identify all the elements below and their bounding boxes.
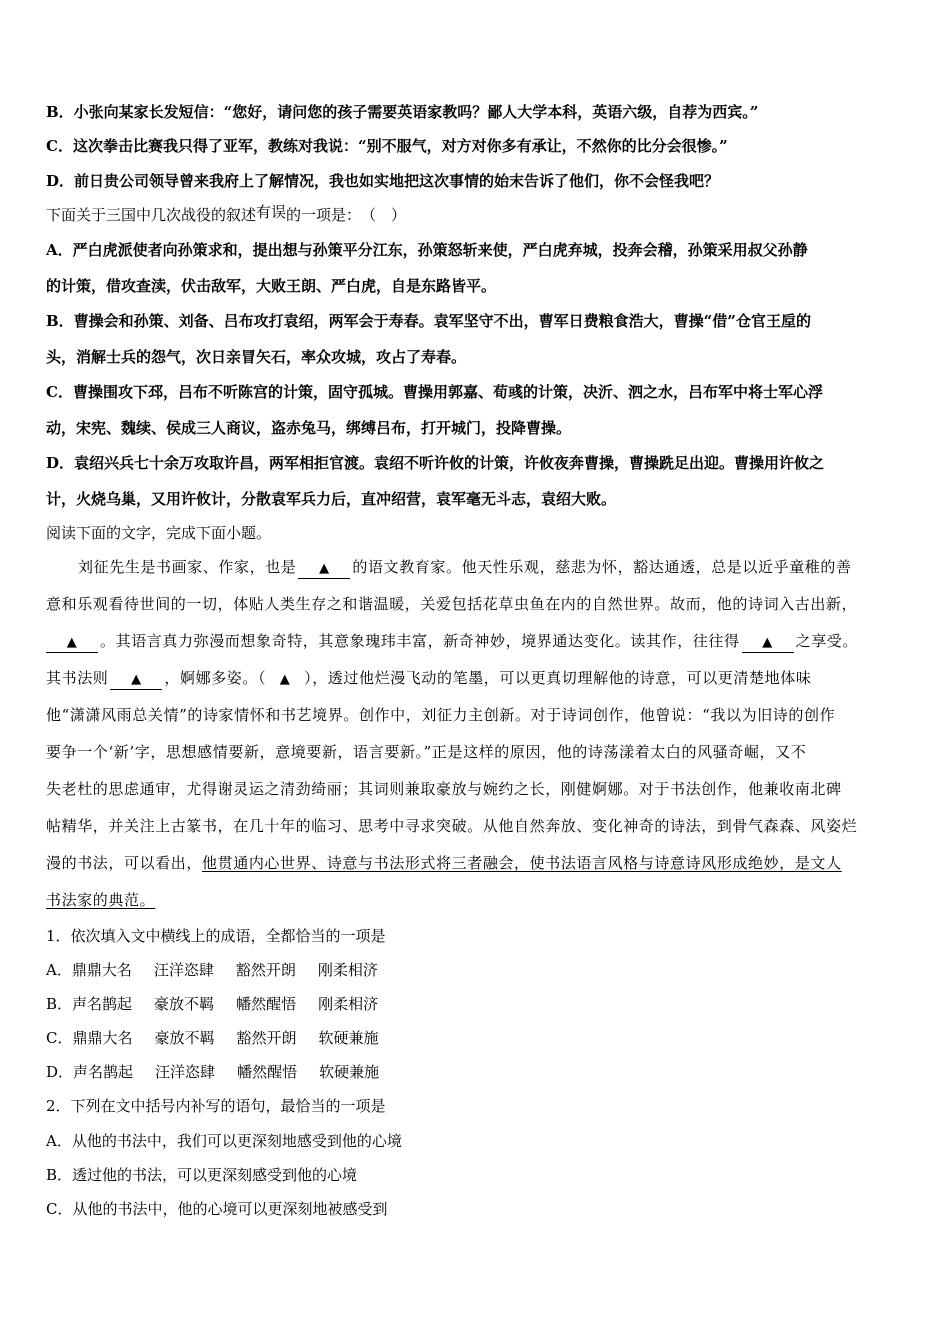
battle-option-a-line1: A．严白虎派使者向孙策求和，提出想与孙策平分江东，孙策怒斩来使，严白虎弃城，投奔会稽，孙策采用叔父孙静: [46, 241, 808, 259]
option-word: 鼎鼎大名: [72, 1029, 133, 1047]
passage-line-2: 意和乐观看待世间的一切，体贴人类生存之和谐温暖，关爱包括花草虫鱼在内的自然世界。故而，他的诗词入古出新，: [46, 595, 858, 613]
q1-option-c: [46, 1028, 401, 1048]
passage-line-1: [78, 557, 852, 579]
q2-stem: 2．下列在文中括号内补写的语句，最恰当的一项是: [46, 1097, 386, 1115]
stem-part-a: 下面关于三国中几次战役的叙述: [46, 206, 257, 224]
option-word: 软硬兼施: [319, 1063, 380, 1081]
stem-part-b: 的一项是： （ ）: [286, 206, 407, 224]
bracket-blank: [266, 668, 304, 690]
option-word: 豁然开朗: [235, 961, 296, 979]
option-label: B．: [46, 995, 73, 1013]
battle-option-b-line2: 头，消解士兵的怨气，次日亲冒矢石，率众攻城，攻占了寿春。: [46, 348, 467, 366]
blank-4: [110, 669, 162, 690]
blank-3: [742, 632, 794, 653]
passage-text: 的语文教育家。他天性乐观，慈悲为怀，豁达通透，总是以近乎童稚的善: [352, 558, 852, 576]
passage-line-8: 帖精华，并关注上古篆书，在几十年的临习、思考中寻求突破。从他自然奔放、变化神奇的诗法，到骨气森森、风姿烂: [46, 817, 858, 835]
q1-option-a: [46, 960, 400, 980]
battle-question-stem: [46, 205, 406, 225]
prev-option-d: D．前日贵公司领导曾来我府上了解情况，我也如实地把这次事情的始末告诉了他们，你不会怪我吧？: [46, 172, 720, 190]
passage-line-10: 书法家的典范。: [46, 891, 156, 909]
prev-option-c: C．这次拳击比赛我只得了亚军，教练对我说：“别不服气，对方对你多有承让，不然你的比分会很惨。”: [46, 137, 728, 155]
q2-option-c: C．从他的书法中，他的心境可以更深刻地被感受到: [46, 1200, 388, 1218]
q1-option-d: [46, 1062, 401, 1082]
option-word: 鼎鼎大名: [71, 961, 132, 979]
option-word: 刚柔相济: [318, 995, 379, 1013]
battle-option-a-line2: 的计策，借攻查渎，伏击敌军，大败王朗、严白虎，自是东路皆平。: [46, 277, 497, 295]
passage-text: ，婀娜多姿。（: [164, 669, 267, 687]
q2-option-a: A．从他的书法中，我们可以更深刻地感受到他的心境: [46, 1132, 402, 1150]
passage-line-3: [46, 631, 858, 653]
q1-stem: 1．依次填入文中横线上的成语，全都恰当的一项是: [46, 927, 386, 945]
option-word: 豪放不羁: [154, 995, 215, 1013]
passage-text: 其书法则: [46, 669, 109, 687]
option-word: 汪洋恣肆: [153, 961, 214, 979]
q1-option-b: [46, 994, 400, 1014]
option-word: 幡然醒悟: [237, 1063, 298, 1081]
blank-triangle: ▲: [762, 635, 773, 650]
passage-line-9: [46, 853, 842, 873]
passage-text: 漫的书法，可以看出，: [46, 854, 203, 872]
passage-text: 刘征先生是书画家、作家，也是: [78, 558, 297, 576]
option-label: C．: [46, 1029, 73, 1047]
passage-line-4: [46, 668, 811, 690]
stem-error-word: 有误: [256, 203, 287, 221]
passage-line-6: 要争一个‘新’字，思想感情要新，意境要新，语言要新。”正是这样的原因，他的诗荡漾着太白的风骚奇崛，又不: [46, 743, 807, 761]
battle-option-d-line1: D．袁绍兴兵七十余万攻取许昌，两军相拒官渡。袁绍不听许攸的计策，许攸夜奔曹操，曹操跣足出迎。曹操用许攸之: [46, 454, 825, 472]
q2-option-b: B．透过他的书法，可以更深刻感受到他的心境: [46, 1166, 358, 1184]
passage-text: 。其语言真力弥漫而想象奇特，其意象瑰玮丰富，新奇神妙，境界通达变化。读其作，往往得: [100, 632, 740, 650]
option-word: 豪放不羁: [154, 1029, 215, 1047]
blank-triangle: ▲: [279, 672, 291, 687]
blank-1: [298, 558, 350, 579]
option-word: 豁然开朗: [236, 1029, 297, 1047]
option-word: 软硬兼施: [318, 1029, 379, 1047]
option-word: 刚柔相济: [317, 961, 378, 979]
blank-2: [46, 632, 98, 653]
option-word: 幡然醒悟: [236, 995, 297, 1013]
option-word: 汪洋恣肆: [155, 1063, 216, 1081]
blank-triangle: ▲: [66, 635, 78, 650]
prev-option-b: B．小张向某家长发短信：“您好，请问您的孩子需要英语家教吗？鄙人大学本科，英语六级，自荐为西宾。”: [46, 103, 759, 121]
reading-intro: 阅读下面的文字，完成下面小题。: [46, 524, 272, 542]
option-label: D．: [46, 1063, 74, 1081]
passage-line-5: 他“潇潇风雨总关情”的诗家情怀和书艺境界。创作中，刘征力主创新。对于诗词创作，他曾说：“我以为旧诗的创作: [46, 706, 836, 724]
passage-text: ），透过他烂漫飞动的笔墨，可以更真切理解他的诗意，可以更清楚地体味: [304, 669, 812, 687]
underlined-sentence: 他贯通内心世界、诗意与书法形式将三者融会，使书法语言风格与诗意诗风形成绝妙，是文人: [202, 854, 842, 872]
battle-option-c-line1: C．曹操围攻下邳，吕布不听陈宫的计策，固守孤城。曹操用郭嘉、荀彧的计策，决沂、泗之水，吕布军中将士军心浮: [46, 383, 823, 401]
option-word: 声名鹊起: [73, 1063, 134, 1081]
option-label: A．: [46, 961, 72, 979]
battle-option-c-line2: 动，宋宪、魏续、侯成三人商议，盗赤兔马，绑缚吕布，打开城门，投降曹操。: [46, 419, 572, 437]
battle-option-b-line1: B．曹操会和孙策、刘备、吕布攻打袁绍，两军会于寿春。袁军坚守不出，曹军日费粮食浩大，曹操“借”仓官王垕的: [46, 312, 811, 330]
blank-triangle: ▲: [319, 561, 330, 576]
passage-text: 之享受。: [795, 632, 859, 650]
battle-option-d-line2: 计，火烧乌巢，又用许攸计，分散袁军兵力后，直冲绍营，袁军毫无斗志，袁绍大败。: [46, 490, 617, 508]
option-word: 声名鹊起: [72, 995, 133, 1013]
passage-line-7: 失老杜的思虑通审，尤得谢灵运之清劲绮丽；其词则兼取豪放与婉约之长，刚健婀娜。对于书法创作，他兼收南北碑: [46, 780, 842, 798]
blank-triangle: ▲: [131, 672, 142, 687]
